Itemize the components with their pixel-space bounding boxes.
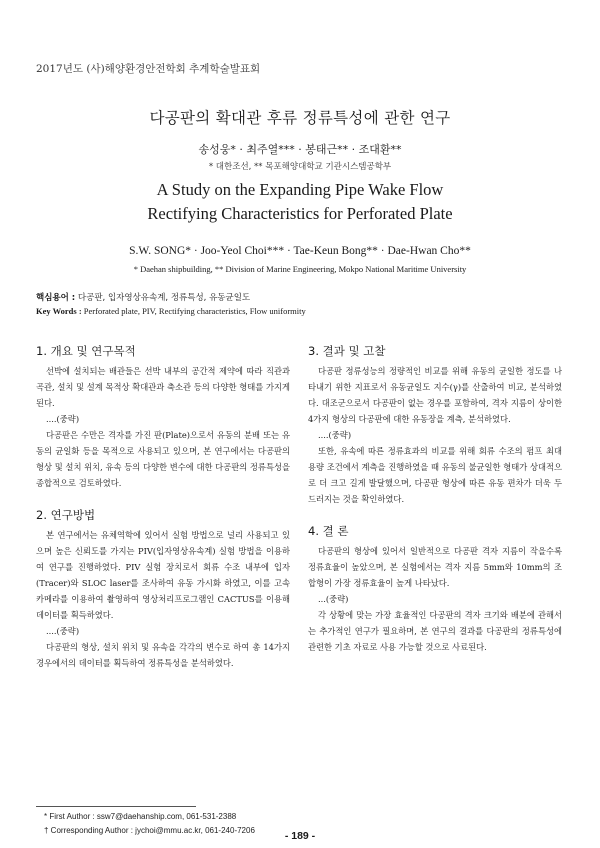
section-gap	[36, 491, 290, 507]
paper-title-english-line1: A Study on the Expanding Pipe Wake Flow	[156, 180, 444, 199]
authors-korean: 송성웅* · 최주열*** · 봉태근** · 조대환**	[198, 143, 402, 156]
conclusion-ellipsis: ...(중략)	[318, 594, 349, 604]
paper-title-english-line2: Rectifying Characteristics for Perforated Plate	[147, 204, 453, 223]
affiliation-english: * Daehan shipbuilding, ** Division of Marine Engineering, Mokpo National Maritime University	[133, 264, 467, 274]
section-heading-conclusion: 4. 결 론	[308, 524, 349, 538]
section-gap	[308, 507, 562, 523]
keywords-korean-text: 다공판, 입자영상유속계, 정류특성, 유동균일도	[77, 293, 251, 303]
keywords-english-text: Perforated plate, PIV, Rectifying characteristics, Flow uniformity	[83, 306, 306, 316]
keywords-korean-label: 핵심용어 :	[36, 293, 76, 303]
right-column	[308, 343, 562, 655]
paper-title-korean: 다공판의 확대관 후류 정류특성에 관한 연구	[149, 109, 451, 127]
keywords-english	[36, 306, 306, 316]
keywords-korean	[36, 291, 250, 303]
conference-header: 2017년도 (사)해양환경안전학회 추계학술발표회	[36, 63, 261, 75]
section-heading-results: 3. 결과 및 고찰	[308, 344, 386, 358]
overview-paragraph-2: 다공판은 수만은 격자를 가진 판(Plate)으로서 유동의 분배 또는 유동의 균일화 등을 목적으로 사용되고 있으며, 본 연구에서는 다공판의 형상 및 설치 위치, 유속 등의 다양한 변수에 대한 다공판의 정류특성을 종합적으로 검토하였다.	[36, 430, 290, 488]
keywords-english-label: Key Words :	[36, 306, 82, 316]
method-paragraph-1: 본 연구에서는 유체역학에 있어서 실험 방법으로 널리 사용되고 있으며 높은 신뢰도를 가지는 PIV(입자영상유속계) 실험 방법을 이용하여 연구를 진행하였다. PIV 실험 장치로서 회류 수조 내부에 입자(Tracer)와 SLOC laser를 조사하여 유동 가시화 하였고, 이를 고속카메라를 이용하여 촬영하여 영상처리프로그램인 CACTUS를 이용해 데이터를 획득하였다.	[36, 530, 290, 620]
left-column	[36, 343, 290, 671]
results-paragraph-2: 또한, 유속에 따른 정류효과의 비교를 위해 회류 수조의 펌프 최대 용량 조건에서 계측을 진행하였을 때 유동의 불균일한 형태가 상대적으로 더 크고 길게 발달했으며, 다공판 형상에 따른 유동 편차가 더욱 두드러지는 것을 확인하였다.	[308, 446, 562, 504]
results-ellipsis: ....(중략)	[318, 430, 352, 440]
affiliation-korean: * 대한조선, ** 목포해양대학교 기관시스템공학부	[208, 162, 392, 172]
conclusion-paragraph-2: 각 상황에 맞는 가장 효율적인 다공판의 격자 크기와 배분에 관해서는 추가적인 연구가 필요하며, 본 연구의 결과를 다공판의 정류특성에 관련한 기초 자료로 사용 가능할 것으로 사료된다.	[308, 610, 562, 652]
method-paragraph-2: 다공판의 형상, 설치 위치 및 유속을 각각의 변수로 하여 총 14가지 경우에서의 데이터를 획득하여 정류특성을 분석하였다.	[36, 642, 290, 668]
overview-ellipsis: ....(중략)	[46, 414, 80, 424]
footnote-corresponding-author: † Corresponding Author : jychoi@mmu.ac.kr, 061-240-7206	[44, 826, 255, 835]
overview-paragraph-1: 선박에 설치되는 배관들은 선박 내부의 공간적 제약에 따라 직관과 곡관, 설치 및 설계 목적상 확대관과 축소관 등의 다양한 형태를 가지게 된다.	[36, 366, 290, 408]
section-heading-overview: 1. 개요 및 연구목적	[36, 344, 136, 358]
results-paragraph-1: 다공판 정류성능의 정량적인 비교를 위해 유동의 균일한 정도를 나타내기 위한 지표로서 유동균일도 지수(γ)를 산출하여 비교, 분석하였다. 대조군으로서 다공판이 없는 경우를 포함하여, 격자 지름이 상이한 4가지 형상의 다공판에 대한 유동장을 계측, 분석하였다.	[308, 366, 562, 424]
authors-english: S.W. SONG* · Joo-Yeol Choi*** · Tae-Keun Bong** · Dae-Hwan Cho**	[129, 245, 471, 257]
section-heading-method: 2. 연구방법	[36, 508, 96, 522]
method-ellipsis: ....(중략)	[46, 626, 80, 636]
footnote-first-author: * First Author : ssw7@daehanship.com, 061-531-2388	[44, 812, 237, 821]
conclusion-paragraph-1: 다공판의 형상에 있어서 일반적으로 다공판 격자 지름이 작을수록 정류효율이 높았으며, 본 실험에서는 격자 지름 5mm와 10mm의 조합형이 가장 정류효율이 높게 나타났다.	[308, 546, 562, 588]
page-number: - 189 -	[284, 830, 316, 842]
footnote-divider	[36, 806, 196, 807]
